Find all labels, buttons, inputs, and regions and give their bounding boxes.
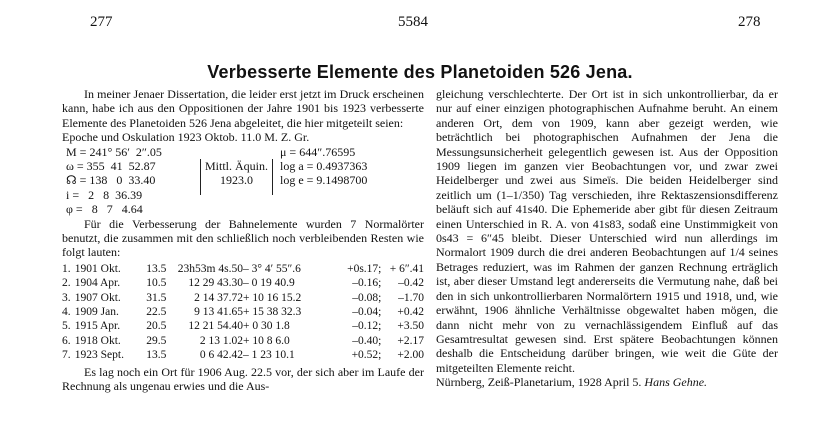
element-eccentricity-angle: φ = 8 7 4.64	[66, 202, 143, 217]
equinox-label: Mittl. Äquin.	[205, 158, 269, 173]
equinox-box	[200, 159, 273, 195]
row-residual-dec: +2.17	[397, 334, 424, 347]
row-index: 2.	[62, 277, 71, 290]
row-index: 4.	[62, 306, 71, 319]
article-title: Verbesserte Elemente des Planetoiden 526 Jena.	[207, 62, 633, 82]
orbital-elements	[62, 145, 424, 217]
row-right-ascension: 12 29 43.30	[188, 277, 243, 290]
right-column	[436, 87, 778, 390]
equinox-year: 1923.0	[220, 173, 253, 188]
row-index: 5.	[62, 320, 71, 333]
row-day: 20.5	[146, 320, 167, 333]
table-row	[62, 276, 424, 290]
table-row	[62, 348, 424, 362]
element-inclination: i = 2 8 36.39	[66, 187, 143, 202]
row-right-ascension: 9 13 41.65	[194, 306, 243, 319]
row-day: 13.5	[146, 262, 167, 275]
intro-paragraph: In meiner Jenaer Dissertation, die leider erst jetzt im Druck erscheinen kann, habe ich aus den Oppositionen der Jahre 1901 bis 1923 verbesserte Elemente des Planetoiden 526 Jena abgeleitet, die hier mitgeteilt seien:	[62, 87, 424, 130]
element-log-a: log a = 0.4937363	[280, 159, 368, 174]
signature-line	[436, 375, 778, 389]
row-residual-dec: +0.42	[397, 306, 424, 319]
signature-name: Hans Gehne.	[644, 375, 708, 390]
closing-paragraph: Es lag noch ein Ort für 1906 Aug. 22.5 vor, der sich aber im Laufe der Rechnung als ungenau erwies und die Aus-	[62, 364, 424, 394]
row-residual-ra: –0.40;	[352, 334, 382, 347]
signature-place: Nürnberg, Zeiß-Planetarium, 1928 April 5.	[436, 375, 642, 390]
issue-number: 5584	[398, 14, 428, 30]
left-column	[62, 87, 424, 394]
row-index: 7.	[62, 349, 71, 362]
row-declination: + 10 8 6.0	[242, 334, 290, 347]
continuation-paragraph: gleichung verschlechterte. Der Ort ist in sich unkontrollierbar, da er nur auf einer einzigen photographischen Aufnahme beruht. An einem anderen Ort, dem von 1909, kann aber gezeigt werden, wie beträchtlich bei photographischen Aufnahmen der Jena die Messungsunsicherheit gelegentlich gewesen ist. Aus der Opposition 1909 liegen im ganzen vier Beobachtungen vor, und zwar zwei Heidelberger und zwei aus Simeïs. Die beiden Heidelberger sind zeitlich um (1–1/350) Tag verschieden, ihre Rektaszensionsdifferenz beläuft sich auf 41s40. Die Ephemeride aber gibt für diesen Zeitraum einen Unterschied in R. A. von 41s83, sodaß eine Unstimmigkeit von 0s43 = 6″45 bleibt. Dieser Unterschied wird nun allerdings im Normalort 1909 durch die drei anderen Beobachtungen auf 1/4 seines Betrages reduziert, was im Rahmen der ganzen Rechnung erträglich ist, aber dieser Umstand legt andererseits die Vermutung nahe, daß bei den in sich unkontrollierbaren Normalörtern 1915 und 1918, und, wie erwähnt, 1906 ähnliche Verhältnisse obgewaltet haben mögen, die dann nicht mehr von zu vernachlässigendem Einfluß auf das Gesamtresultat gewesen sind. Erst spätere Beobachtungen können deshalb die Entscheidung darüber bringen, wie weit die Güte der mitgeteilten Elemente reicht.	[436, 87, 778, 375]
row-residual-ra: –0.16;	[352, 277, 382, 290]
row-day: 13.5	[146, 349, 167, 362]
table-row	[62, 319, 424, 333]
row-declination: – 1 23 10.1	[242, 349, 295, 362]
row-day: 10.5	[146, 277, 167, 290]
row-residual-ra: +0s.17;	[347, 262, 382, 275]
page-header	[0, 14, 840, 32]
row-index: 6.	[62, 334, 71, 347]
element-mean-motion: μ = 644″.76595	[280, 144, 356, 159]
row-date: 1901 Okt.	[74, 262, 121, 275]
row-residual-dec: +2.00	[397, 349, 424, 362]
row-residual-ra: –0.08;	[352, 291, 382, 304]
row-date: 1918 Okt.	[74, 334, 121, 347]
row-residual-ra: –0.04;	[352, 306, 382, 319]
table-row	[62, 305, 424, 319]
row-residual-ra: +0.52;	[351, 349, 382, 362]
element-perihelion: ω = 355 41 52.87	[66, 159, 156, 174]
row-date: 1915 Apr.	[74, 320, 121, 333]
element-mean-anomaly: M = 241° 56′ 2″.05	[66, 144, 162, 159]
row-date: 1923 Sept.	[74, 349, 124, 362]
row-date: 1909 Jan.	[74, 306, 119, 319]
row-date: 1907 Okt.	[74, 291, 121, 304]
normal-places-intro: Für die Verbesserung der Bahnelemente wurden 7 Normalörter benutzt, die zusammen mit den schließlich noch verbleibenden Resten wie folgt lauten:	[62, 216, 424, 260]
row-declination: – 0 19 40.9	[242, 277, 295, 290]
row-residual-dec: +3.50	[397, 320, 424, 333]
row-declination: + 10 16 15.2	[242, 291, 302, 304]
row-declination: + 15 38 32.3	[242, 306, 302, 319]
epoch-line: Epoche und Oskulation 1923 Oktob. 11.0 M. Z. Gr.	[62, 130, 310, 145]
row-right-ascension: 12 21 54.40	[188, 320, 243, 333]
row-residual-dec: + 6″.41	[389, 262, 424, 275]
row-right-ascension: 2 13 1.02	[199, 334, 243, 347]
row-date: 1904 Apr.	[74, 277, 121, 290]
row-day: 22.5	[146, 306, 167, 319]
table-row	[62, 334, 424, 348]
row-right-ascension: 2 14 37.72	[194, 291, 243, 304]
row-day: 31.5	[146, 291, 167, 304]
row-declination: + 0 30 1.8	[242, 320, 290, 333]
row-residual-dec: –0.42	[398, 277, 424, 290]
page-number-left: 277	[90, 14, 113, 30]
row-day: 29.5	[146, 334, 167, 347]
element-node: ☊ = 138 0 33.40	[66, 173, 156, 188]
table-row	[62, 262, 424, 276]
row-residual-dec: –1.70	[398, 291, 424, 304]
table-row	[62, 291, 424, 305]
row-right-ascension: 23h53m 4s.50	[177, 262, 243, 275]
row-index: 3.	[62, 291, 71, 304]
row-residual-ra: –0.12;	[352, 320, 382, 333]
page-number-right: 278	[738, 14, 761, 30]
normal-places-table	[62, 262, 424, 363]
row-right-ascension: 0 6 42.42	[199, 349, 243, 362]
row-declination: – 3° 4′ 55″.6	[242, 262, 301, 275]
row-index: 1.	[62, 262, 71, 275]
element-log-e: log e = 9.1498700	[280, 173, 368, 188]
